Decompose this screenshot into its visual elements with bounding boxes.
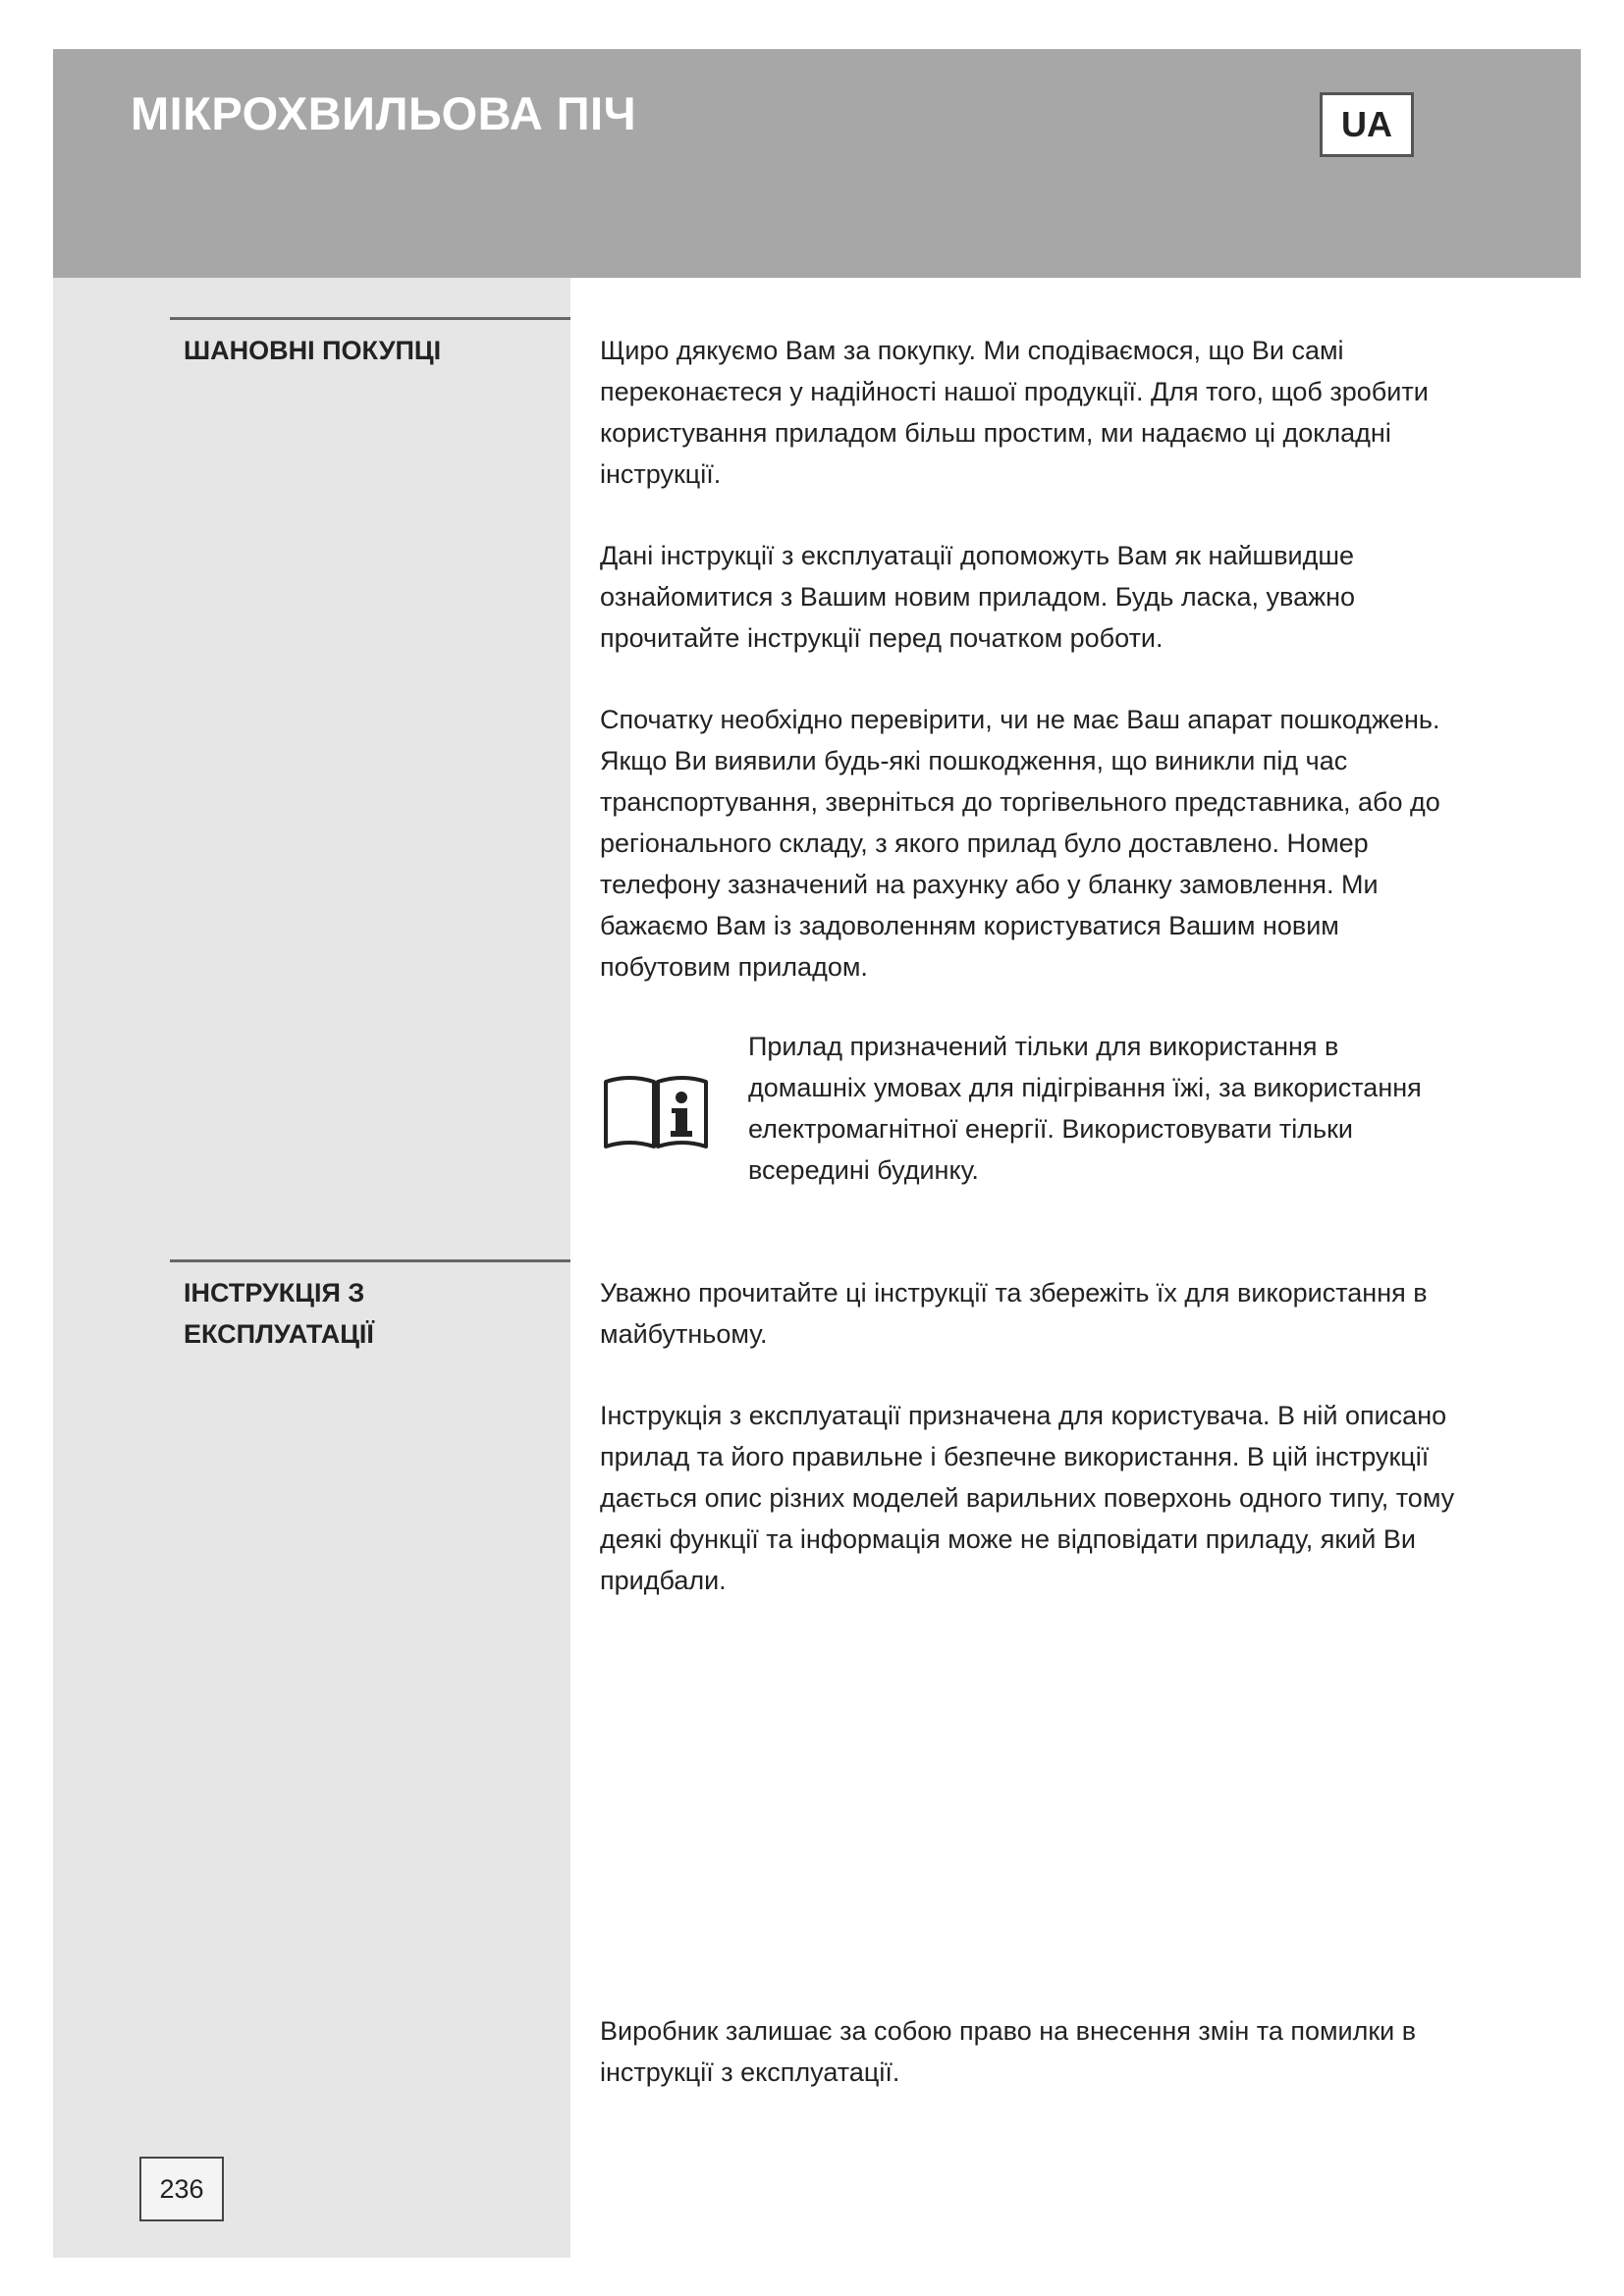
paragraph-read-and-keep: Уважно прочитайте ці інструкції та збережіть їх для використання в майбутньому. [600,1278,1428,1349]
section-heading-dear-customers: ШАНОВНІ ПОКУПЦІ [184,336,442,365]
paragraph-manufacturer-rights: Виробник залишає за собою право на внесення змін та помилки в інструкції з експлуатації. [600,2016,1417,2087]
section-heading-operating-instructions [184,1272,374,1355]
heading-line: ЕКСПЛУАТАЦІЇ [184,1319,374,1349]
paragraph-user-manual-scope: Інструкція з експлуатації призначена для користувача. В ній описано прилад та його правильне і безпечне використання. В цій інструкції дається опис різних моделей варильних поверхонь одного типу, тому деякі функції та інформація може не відповідати приладу, який Ви придбали. [600,1401,1455,1595]
header-bar [53,49,1581,278]
heading-line: ІНСТРУКЦІЯ З [184,1278,365,1308]
page-title: МІКРОХВИЛЬОВА ПІЧ [131,87,637,139]
section-divider [170,1259,570,1262]
paragraph-thanks: Щиро дякуємо Вам за покупку. Ми сподіваємося, що Ви самі переконаєтеся у надійності нашої продукції. Для того, щоб зробити користування приладом більш простим, ми надаємо ці докладні інструкції. [600,336,1429,489]
paragraph-check-damage: Спочатку необхідно перевірити, чи не має Ваш апарат пошкоджень. Якщо Ви виявили будь-які пошкодження, що виникли під час транспортування, зверніться до торгівельного представника, або до регіонального складу, з якого прилад було доставлено. Номер телефону зазначений на рахунку або у бланку замовлення. Ми бажаємо Вам із задоволенням користуватися Вашим новим побутовим приладом. [600,705,1440,982]
paragraph-instructions-help: Дані інструкції з експлуатації допоможуть Вам як найшвидше ознайомитися з Вашим новим приладом. Будь ласка, уважно прочитайте інструкції перед початком роботи. [600,541,1356,653]
page-number: 236 [139,2157,224,2221]
note-household-use: Прилад призначений тільки для використання в домашніх умовах для підігрівання їжі, за використання електромагнітної енергії. Використовувати тільки всередині будинку. [748,1032,1422,1185]
left-sidebar [53,278,570,2258]
manual-info-icon [602,1070,710,1153]
section-divider [170,317,570,320]
language-badge: UA [1320,92,1414,157]
